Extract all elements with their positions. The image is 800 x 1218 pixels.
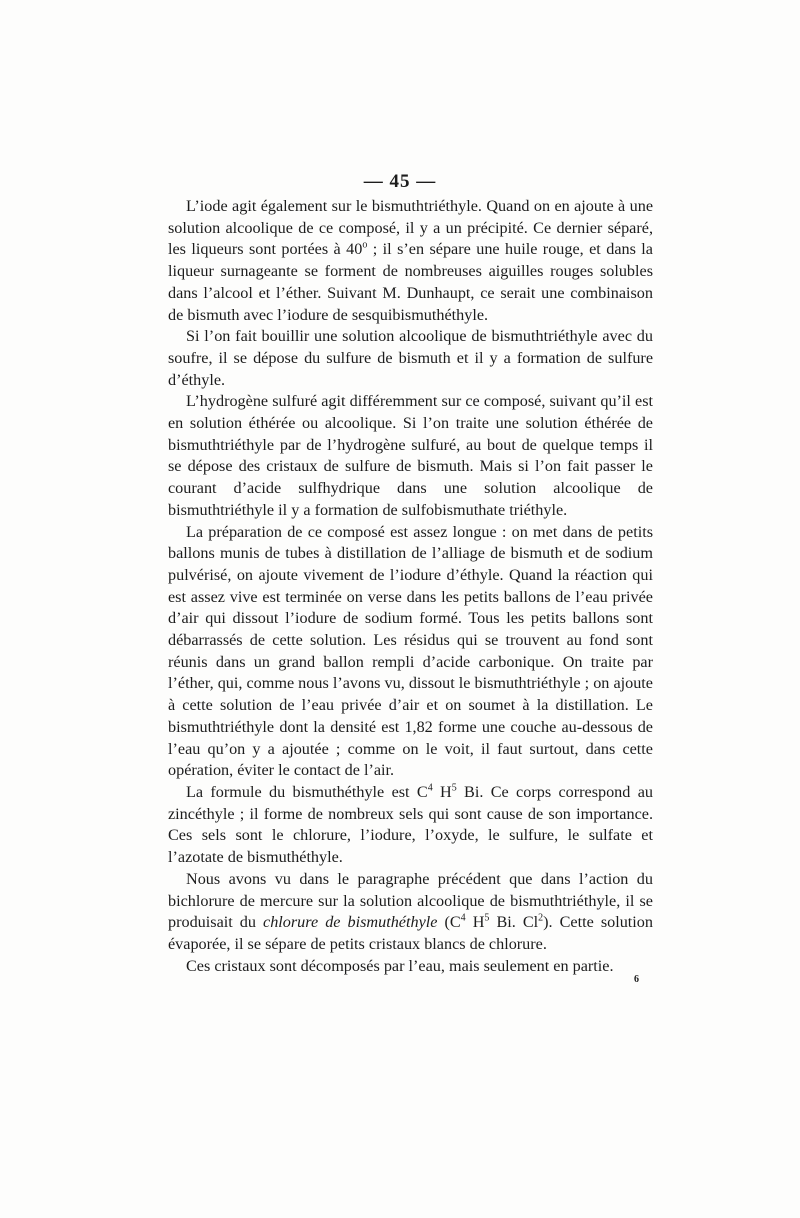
paragraph-p6 xyxy=(168,869,653,956)
text-run: Bi. Cl xyxy=(489,913,539,932)
superscript: 2 xyxy=(538,912,544,924)
text-run: La préparation de ce composé est assez longue : on met dans de petits ballons munis de tubes à distillation de l’alliage de bismuth et de sodium pulvérisé, on ajoute vivement de l’iodure d’éthyle. Quand la réaction qui est assez vive est terminée on verse dans les petits ballons de l’eau privée d’air qui dissout l’iodure de sodium formé. Tous les petits ballons sont débarrassés de cette solution. Les résidus qui se trouvent au fond sont réunis dans un grand ballon rempli d’acide carbonique. On traite par l’éther, qui, comme nous l’avons vu, dissout le bismuthtriéthyle ; on ajoute à cette solution de l’eau privée d’air et on soumet à la distillation. Le bismuthtriéthyle dont la densité est 1,82 forme une couche au-dessous de l’eau qu’on y a ajoutée ; comme on le voit, il faut surtout, dans cette opération, éviter le contact de l’air. xyxy=(168,522,653,780)
page-number: — 45 — xyxy=(363,171,437,192)
paragraph-p1 xyxy=(168,196,653,326)
italic-text: chlorure de bismuthéthyle xyxy=(263,913,438,932)
text-run: H xyxy=(465,913,485,932)
text-run: (C xyxy=(437,913,461,932)
superscript: 5 xyxy=(451,782,457,794)
text-run: Bi. Ce corps correspond au zincéthyle ; il forme de nombreux sels qui sont cause de son importance. Ces sels sont le chlorure, l’iodure, l’oxyde, le sulfure, le sulfate et l’azotate de bismuthéthyle. xyxy=(168,782,653,867)
text-run: H xyxy=(432,782,452,801)
text-run: L’hydrogène sulfuré agit différemment sur ce composé, suivant qu’il est en solution éthérée ou alcoolique. Si l’on traite une solution éthérée de bismuthtriéthyle par de l’hydrogène sulfuré, au bout de quelque temps il se dépose des cristaux de sulfure de bismuth. Mais si l’on fait passer le courant d’acide sulfhydrique dans une solution alcoolique de bismuthtriéthyle il y a formation de sulfobismuthate triéthyle. xyxy=(168,392,653,519)
text-run: Ces cristaux sont décomposés par l’eau, mais seulement en partie. xyxy=(186,956,614,975)
paragraph-p4 xyxy=(168,522,653,782)
superscript: 5 xyxy=(484,912,490,924)
superscript: o xyxy=(362,240,368,252)
text-run: ). Cette solution évaporée, il se sépare de petits cristaux blancs de chlorure. xyxy=(168,913,653,953)
paragraph-p7 xyxy=(168,956,653,978)
text-run: ; il s’en sépare une huile rouge, et dans la liqueur surnageante se forment de nombreuses aiguilles rouges solubles dans l’alcool et l’éther. Suivant M. Dunhaupt, ce serait une combinaison de bismuth avec l’iodure de sesquibismuthéthyle. xyxy=(168,240,653,324)
text-run: Si l’on fait bouillir une solution alcoolique de bismuthtriéthyle avec du soufre, il se dépose du sulfure de bismuth et il y a formation de sulfure d’éthyle. xyxy=(168,327,653,389)
text-run: Nous avons vu dans le paragraphe précédent que dans l’action du bichlorure de mercure sur la solution alcoolique de bismuthtriéthyle, il se produisait du xyxy=(168,869,653,932)
paragraph-p3 xyxy=(168,391,653,521)
text-run: La formule du bismuthéthyle est C xyxy=(186,782,428,801)
paragraph-p5 xyxy=(168,782,653,869)
superscript: 4 xyxy=(460,912,466,924)
signature-mark: 6 xyxy=(634,974,639,985)
body-text xyxy=(168,196,653,977)
paragraph-p2 xyxy=(168,326,653,391)
superscript: 4 xyxy=(427,782,433,794)
text-run: L’iode agit également sur le bismuthtriéthyle. Quand on en ajoute à une solution alcoolique de ce composé, il y a un précipité. Ce dernier séparé, les liqueurs sont portées à 40 xyxy=(168,197,653,259)
